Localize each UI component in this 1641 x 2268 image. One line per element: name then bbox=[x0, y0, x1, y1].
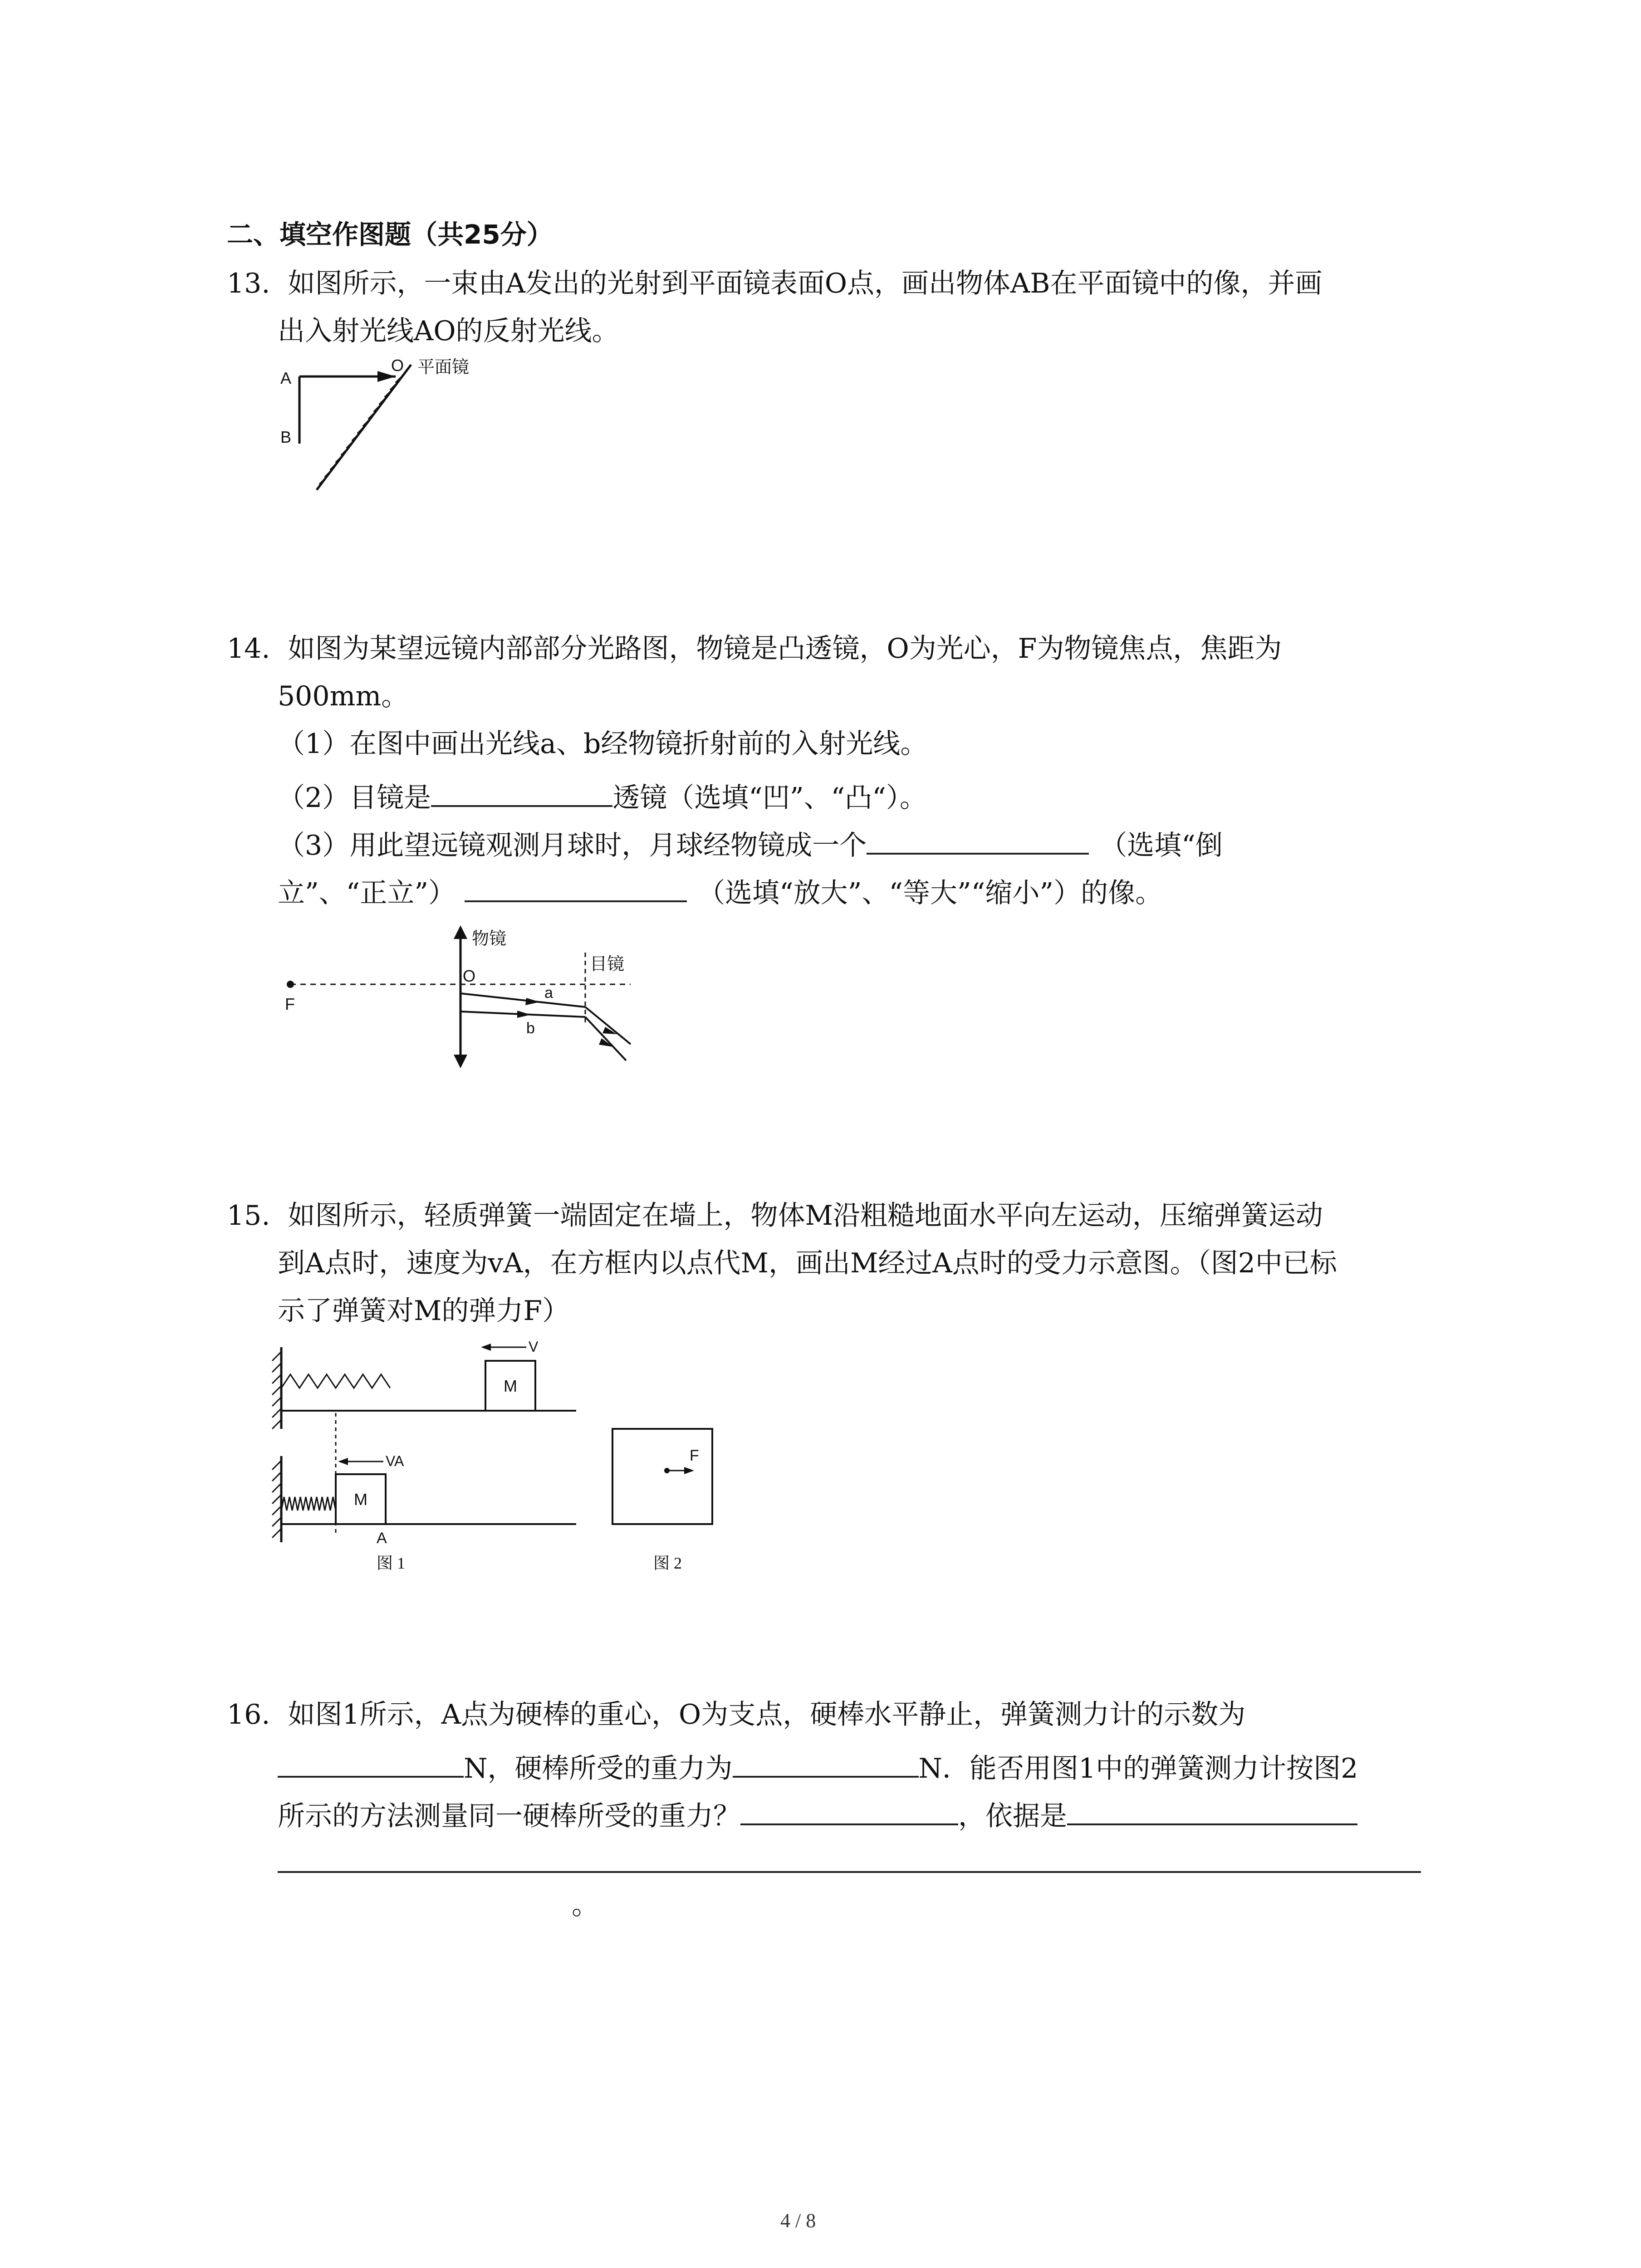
label-m-lower: M bbox=[354, 1490, 367, 1509]
q16-text-1: 如图1所示，A点为硬棒的重心，O为支点，硬棒水平静止，弹簧测力计的示数为 bbox=[288, 1699, 1246, 1730]
caption-fig2: 图 2 bbox=[653, 1554, 682, 1572]
q16-text-2a: N，硬棒所受的重力为 bbox=[464, 1753, 733, 1784]
velocity-arrowhead-upper bbox=[481, 1344, 491, 1351]
wall-lower-hatching bbox=[272, 1461, 281, 1538]
q15-number: 15. bbox=[227, 1200, 270, 1232]
objective-arrow-top bbox=[454, 925, 467, 939]
q14-sub2 bbox=[278, 773, 927, 816]
q14-sub3-text-a: （3）用此望远镜观测月球时，月球经物镜成一个 bbox=[278, 830, 867, 861]
q16-text-2b: N．能否用图1中的弹簧测力计按图2 bbox=[918, 1753, 1358, 1784]
label-v: V bbox=[529, 1339, 539, 1355]
q14-line2: 500mm。 bbox=[278, 680, 409, 712]
label-m-upper: M bbox=[504, 1377, 517, 1395]
spring-compressed bbox=[281, 1497, 336, 1510]
label-o: O bbox=[463, 967, 476, 985]
label-objective: 物镜 bbox=[472, 929, 507, 948]
label-f: F bbox=[285, 995, 295, 1013]
spring-relaxed bbox=[281, 1374, 390, 1388]
label-o: O bbox=[391, 356, 404, 375]
q14-sub3-text-c: 立”、“正立”） bbox=[278, 877, 456, 909]
q14-eyepiece-blank[interactable] bbox=[431, 773, 612, 807]
q14-sub3-text-b: （选填“倒 bbox=[1100, 830, 1223, 861]
q14-image-orientation-blank[interactable] bbox=[867, 821, 1089, 855]
label-f: F bbox=[690, 1447, 699, 1464]
label-a-point: A bbox=[377, 1530, 387, 1547]
q14-sub1: （1）在图中画出光线a、b经物镜折射前的入射光线。 bbox=[278, 728, 928, 760]
velocity-arrowhead-lower bbox=[338, 1458, 348, 1465]
wall-upper-hatching bbox=[272, 1352, 281, 1429]
label-b: B bbox=[280, 428, 292, 446]
q16-line4 bbox=[278, 1839, 1421, 1882]
q16-number: 16. bbox=[227, 1699, 270, 1730]
q14-number: 14. bbox=[227, 633, 270, 665]
focal-point-dot bbox=[287, 981, 294, 988]
q16-line2 bbox=[278, 1744, 1358, 1787]
q15-text-1: 如图所示，轻质弹簧一端固定在墙上，物体M沿粗糙地面水平向左运动，压缩弹簧运动 bbox=[288, 1200, 1323, 1232]
q14-sub2-text-a: （2）目镜是 bbox=[278, 782, 431, 814]
q16-gravity-blank[interactable] bbox=[733, 1744, 919, 1778]
section-title: 二、填空作图题（共25分） bbox=[227, 219, 553, 250]
q14-text-1: 如图为某望远镜内部部分光路图，物镜是凸透镜，O为光心，F为物镜焦点，焦距为 bbox=[288, 633, 1282, 665]
q16-text-3b: ，依据是 bbox=[958, 1800, 1067, 1832]
q16-line5: 。 bbox=[572, 1889, 599, 1921]
q14-telescope-diagram bbox=[272, 921, 635, 1070]
q13-line1 bbox=[227, 265, 1322, 302]
q14-sub3-text-d: （选填“放大”、“等大”“缩小”）的像。 bbox=[698, 877, 1163, 909]
ray-a-arrow bbox=[525, 998, 540, 1005]
label-va: VA bbox=[386, 1453, 404, 1469]
q13-number: 13. bbox=[227, 268, 270, 299]
q16-text-3a: 所示的方法测量同一硬棒所受的重力？ bbox=[278, 1800, 740, 1832]
q15-line3: 示了弹簧对M的弹力F） bbox=[278, 1295, 570, 1327]
force-box[interactable] bbox=[612, 1429, 712, 1524]
q15-line2: 到A点时，速度为vA，在方框内以点代M，画出M经过A点时的受力示意图。（图2中已标 bbox=[278, 1247, 1337, 1279]
q16-line1 bbox=[227, 1696, 1245, 1733]
objective-arrow-bottom bbox=[454, 1055, 467, 1068]
label-a: a bbox=[544, 984, 553, 1002]
q15-line1 bbox=[227, 1198, 1323, 1234]
page-number: 4 / 8 bbox=[780, 2209, 816, 2232]
q13-line2: 出入射光线AO的反射光线。 bbox=[278, 315, 619, 347]
force-f-arrowhead bbox=[684, 1467, 694, 1474]
label-eyepiece: 目镜 bbox=[590, 955, 625, 974]
mirror-hatching bbox=[319, 377, 401, 484]
q15-spring-diagram bbox=[268, 1338, 749, 1588]
label-plane-mirror: 平面镜 bbox=[417, 358, 470, 377]
q16-can-measure-blank[interactable] bbox=[740, 1792, 958, 1825]
q16-reading-blank[interactable] bbox=[278, 1744, 464, 1778]
q16-line3 bbox=[278, 1792, 1357, 1834]
q14-line1 bbox=[227, 631, 1282, 667]
q16-reason-blank[interactable] bbox=[1067, 1792, 1357, 1825]
plane-mirror bbox=[317, 365, 411, 490]
ray-a bbox=[460, 993, 585, 1007]
q14-sub2-text-b: 透镜（选填“凹”、“凸“）。 bbox=[612, 782, 927, 814]
q14-sub3 bbox=[278, 821, 1223, 864]
q16-reason-blank-continued[interactable] bbox=[278, 1839, 1421, 1873]
label-b: b bbox=[526, 1020, 535, 1037]
q13-mirror-diagram bbox=[272, 358, 526, 503]
caption-fig1: 图 1 bbox=[377, 1554, 406, 1572]
q14-sub3-cont bbox=[278, 869, 1162, 911]
q13-text-1: 如图所示，一束由A发出的光射到平面镜表面O点，画出物体AB在平面镜中的像，并画 bbox=[288, 268, 1323, 299]
q14-image-size-blank[interactable] bbox=[465, 869, 687, 902]
ray-b-arrow bbox=[517, 1011, 531, 1018]
label-a: A bbox=[280, 369, 292, 387]
ray-a-out bbox=[585, 1007, 631, 1044]
